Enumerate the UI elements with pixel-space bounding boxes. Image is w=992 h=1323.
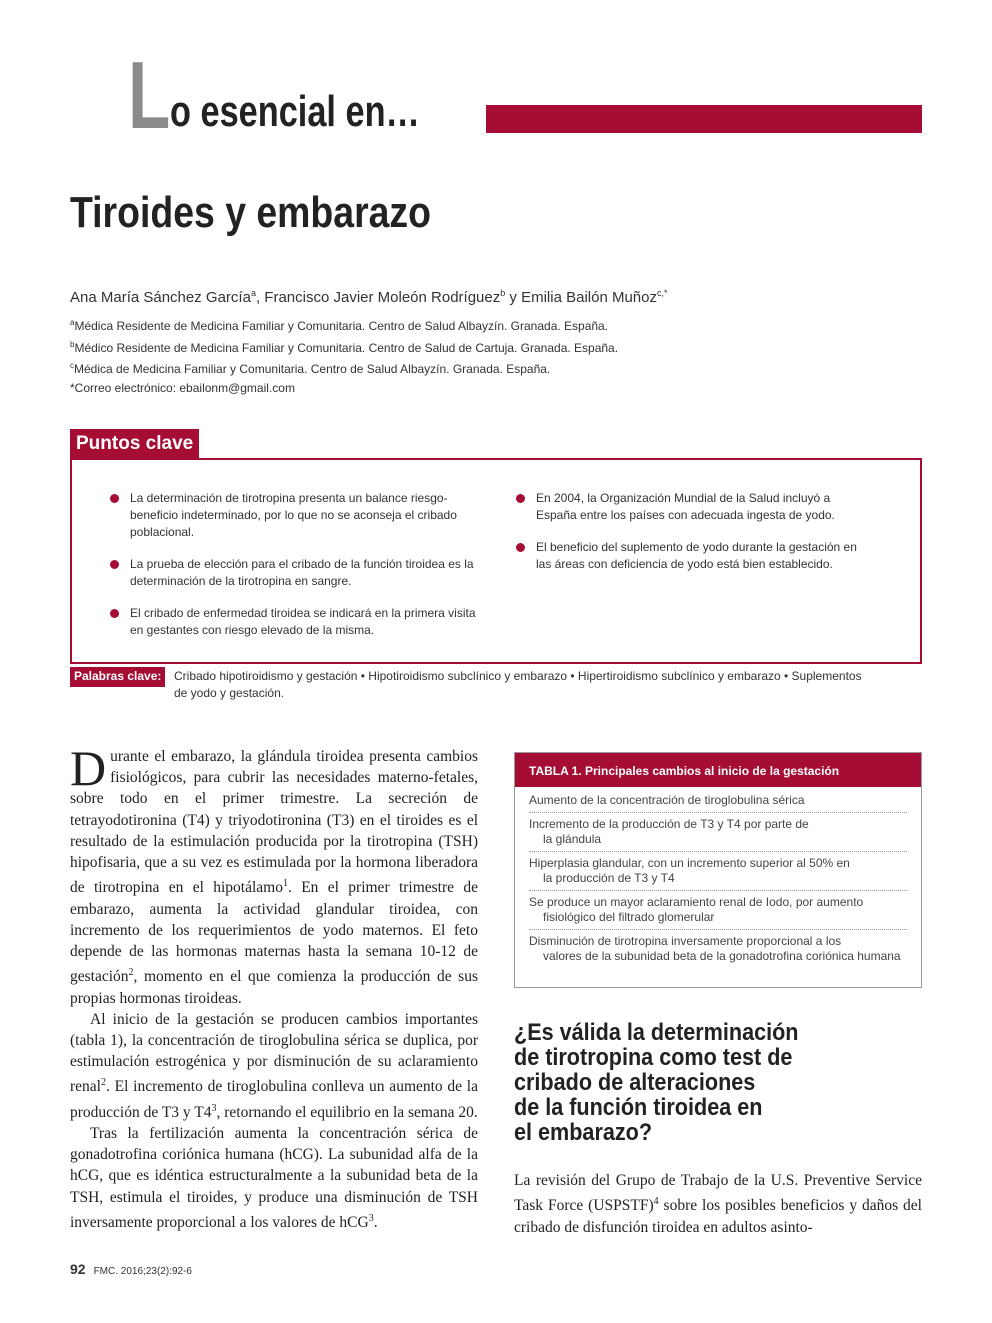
key-point xyxy=(514,539,874,573)
article-title: Tiroides y embarazo xyxy=(70,188,431,237)
table-row xyxy=(529,891,907,930)
drop-cap: D xyxy=(70,740,107,796)
table-row-text: Aumento de la concentración de tiroglobulina sérica xyxy=(529,793,805,807)
table-row-text: Disminución de tirotropina inversamente proporcional a los xyxy=(529,934,842,948)
table-row-continuation: la glándula xyxy=(543,832,602,846)
author-1: Ana María Sánchez García xyxy=(70,289,251,306)
bullet-icon xyxy=(110,560,119,569)
key-point-text: La determinación de tirotropina presenta un balance riesgo-beneficio indeterminado, por lo que no se aconseja el cribado poblacional. xyxy=(130,491,457,539)
key-points-box xyxy=(70,458,922,664)
heading-line: el embarazo? xyxy=(514,1119,653,1146)
affiliation-sup: a xyxy=(70,318,75,327)
table-row xyxy=(529,930,907,968)
reference-3[interactable]: 3 xyxy=(368,1212,374,1224)
key-point-text: El cribado de enfermedad tiroidea se indicará en la primera visita en gestantes con riesgo elevado de la misma. xyxy=(130,606,476,637)
text-run: La revisión del Grupo de Trabajo de la U.S. Preventive Service Task Force (USPSTF) xyxy=(514,1172,922,1215)
table-1-title: TABLA 1. Principales cambios al inicio de la gestación xyxy=(515,753,921,787)
table-row-continuation: la producción de T3 y T4 xyxy=(543,871,675,885)
key-points-label: Puntos clave xyxy=(70,429,199,459)
affiliations xyxy=(70,314,618,397)
key-point-text: En 2004, la Organización Mundial de la Salud incluyó a España entre los países con adecuada ingesta de yodo. xyxy=(536,491,835,522)
text-run: . xyxy=(373,1214,378,1232)
series-initial: L xyxy=(128,42,171,149)
body-left-column xyxy=(70,740,479,1233)
author-separator: y xyxy=(505,289,522,306)
section-heading xyxy=(514,1020,922,1145)
text-run: Al inicio de la gestación se producen cambios importantes (tabla 1), la concentración de tiroglobulina sérica se duplica, por estimulación estrogénica y por disminución de su aclaramiento renal xyxy=(70,1010,478,1096)
key-points-right-column xyxy=(514,490,874,588)
reference-4[interactable]: 4 xyxy=(653,1196,659,1208)
key-point xyxy=(514,490,874,524)
key-point xyxy=(108,556,480,590)
heading-line: cribado de alteraciones xyxy=(514,1069,756,1096)
keywords-text: Cribado hipotiroidismo y gestación • Hipotiroidismo subclínico y embarazo • Hipertiroidismo subclínico y embarazo • Suplementos de yodo y gestación. xyxy=(174,669,862,700)
series-title: o esencial en… xyxy=(170,87,420,136)
table-row-continuation: valores de la subunidad beta de la gonadotrofina coriónica humana xyxy=(543,949,901,963)
heading-line: de tirotropina como test de xyxy=(514,1044,793,1071)
table-row-text: Incremento de la producción de T3 y T4 por parte de xyxy=(529,817,809,831)
paragraph-2 xyxy=(70,1009,478,1123)
table-row xyxy=(529,813,907,852)
table-row-text: Hiperplasia glandular, con un incremento superior al 50% en xyxy=(529,856,850,870)
key-point-text: La prueba de elección para el cribado de la función tiroidea es la determinación de la tirotropina en sangre. xyxy=(130,557,474,588)
author-1-affil: a xyxy=(250,288,256,298)
author-2: Francisco Javier Moleón Rodríguez xyxy=(264,289,501,306)
paragraph-1 xyxy=(70,740,479,1009)
text-run: urante el embarazo, la glándula tiroidea presenta cambios fisiológicos, para cubrir las necesidades materno-fetales, sobre todo en el primer trimestre. La secreción de tetrayodotironina (T4) y triyodotironina (T3) en el tiroides es el resultado de la estimulación producida por la tirotropina (TSH) hipofisaria, que a su vez es estimulada por la hormona liberadora de tirotropina en el hipotálamo xyxy=(70,748,478,897)
affiliation-sup: c xyxy=(70,361,74,370)
key-points-left-column xyxy=(108,490,480,654)
keywords-label: Palabras clave: xyxy=(70,667,165,687)
table-1 xyxy=(514,752,922,988)
reference-2[interactable]: 2 xyxy=(100,1077,106,1089)
heading-line: de la función tiroidea en xyxy=(514,1094,763,1121)
reference-2[interactable]: 2 xyxy=(128,967,134,979)
key-point-text: El beneficio del suplemento de yodo durante la gestación en las áreas con deficiencia de yodo está bien establecido. xyxy=(536,540,857,571)
key-point xyxy=(108,490,480,541)
body-right-column xyxy=(514,1170,922,1238)
affiliation-text: Médica de Medicina Familiar y Comunitaria. Centro de Salud Albayzín. Granada. España. xyxy=(74,362,551,376)
series-header xyxy=(128,42,490,149)
bullet-icon xyxy=(516,494,525,503)
author-3: Emilia Bailón Muñoz xyxy=(521,289,657,306)
page-number: 92 xyxy=(70,1261,86,1277)
reference-1[interactable]: 1 xyxy=(282,878,288,890)
paragraph-3 xyxy=(70,1123,478,1233)
journal-citation: FMC. 2016;23(2):92-6 xyxy=(93,1266,192,1277)
author-separator: , xyxy=(255,289,265,306)
affiliation-text: Médico Residente de Medicina Familiar y Comunitaria. Centro de Salud de Cartuja. Granada. España. xyxy=(74,340,619,355)
text-run: , retornando el equilibrio en la semana 20. xyxy=(216,1103,478,1121)
affiliation-b xyxy=(70,336,618,358)
bullet-icon xyxy=(110,494,119,503)
page-footer xyxy=(70,1261,192,1277)
text-run: , momento en el que comienza la producción de sus propias hormonas tiroideas. xyxy=(70,968,478,1007)
heading-line: ¿Es válida la determinación xyxy=(514,1019,799,1046)
affiliation-sup: b xyxy=(70,339,75,349)
bullet-icon xyxy=(516,543,525,552)
key-point xyxy=(108,605,480,639)
table-row-text: Se produce un mayor aclaramiento renal de Iodo, por aumento xyxy=(529,895,864,909)
table-row-continuation: fisiológico del filtrado glomerular xyxy=(543,910,715,924)
bullet-icon xyxy=(110,609,119,618)
affiliation-a xyxy=(70,314,618,336)
table-row xyxy=(529,852,907,891)
text-run: . El incremento de tiroglobulina conlleva un aumento de la producción de T3 y T4 xyxy=(70,1078,478,1121)
email-text: *Correo electrónico: ebailonm@gmail.com xyxy=(70,380,295,395)
table-row xyxy=(529,789,907,813)
author-3-affil: c,* xyxy=(657,288,668,298)
affiliation-c xyxy=(70,357,618,379)
author-2-affil: b xyxy=(500,288,506,298)
author-line xyxy=(70,288,668,306)
paragraph-4 xyxy=(514,1170,922,1238)
affiliation-text: Médica Residente de Medicina Familiar y Comunitaria. Centro de Salud Albayzín. Granada. España. xyxy=(74,319,609,333)
series-accent-bar xyxy=(486,105,922,133)
reference-3[interactable]: 3 xyxy=(211,1102,217,1114)
table-1-rows xyxy=(515,787,921,968)
text-run: sobre los posibles beneficios y daños del cribado de disfunción tiroidea en adultos asinto- xyxy=(514,1197,922,1236)
text-run: Tras la fertilización aumenta la concentración sérica de gonadotrofina coriónica humana (hCG). La subunidad alfa de la hCG, que es idéntica estructuralmente a la subunidad beta de la TSH, estimula el tiroides, y produce una disminución de TSH inversamente proporcional a los valores de hCG xyxy=(70,1125,478,1232)
corresponding-email xyxy=(70,379,618,398)
text-run: . En el primer trimestre de embarazo, aumenta la actividad glandular tiroidea, con incremento de los requerimientos de yodo maternos. El feto depende de las hormonas maternas hasta la semana 10-12 de gestación xyxy=(70,879,479,986)
